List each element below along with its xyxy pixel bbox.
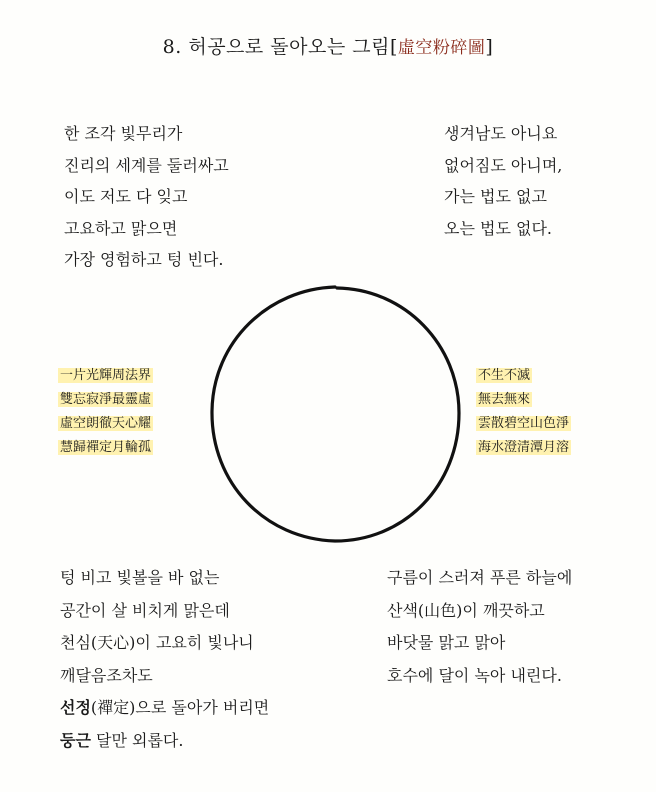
poem-line: 생겨남도 아니요 [444, 124, 558, 143]
bold-word: 선정 [60, 698, 91, 717]
bold-word: 둥근 [60, 730, 91, 750]
poem-line: 산색(山色)이 깨끗하고 [387, 600, 545, 620]
hanja-line: 海水澄清潭月溶 [478, 440, 570, 455]
poem-line: 호수에 달이 녹아 내린다. [387, 665, 562, 685]
title-hanja: 虛空粉碎圖 [397, 38, 486, 58]
poem-line: 가장 영험하고 텅 빈다. [64, 250, 224, 269]
poem-line: 고요하고 맑으면 [64, 218, 178, 238]
poem-top-left [64, 118, 229, 276]
title-close-bracket: ] [485, 36, 494, 58]
hanja-verse-right [476, 364, 571, 460]
page-title [0, 32, 656, 59]
poem-line: 없어짐도 아니며, [444, 155, 563, 175]
poem-line-bold [60, 692, 269, 725]
poem-bottom-right [387, 562, 572, 692]
poem-line: 바닷물 맑고 맑아 [387, 633, 506, 652]
hanja-line: 雲散碧空山色淨 [478, 416, 570, 431]
poem-text: (禪定)으로 돌아가 버리면 [90, 698, 270, 717]
title-korean: 8. 허공으로 돌아오는 그림 [162, 36, 390, 58]
hanja-line: 不生不滅 [478, 368, 531, 383]
poem-line: 한 조각 빛무리가 [64, 124, 183, 143]
poem-line: 공간이 살 비치게 맑은데 [60, 600, 230, 620]
poem-line: 깨달음조차도 [60, 665, 153, 685]
poem-line-bold [60, 725, 269, 758]
poem-line: 가는 법도 없고 [444, 187, 547, 206]
hanja-line: 雙忘寂淨最靈虛 [60, 392, 152, 407]
poem-bottom-left [60, 562, 269, 757]
poem-line: 천심(天心)이 고요히 빛나니 [60, 633, 254, 652]
hanja-line: 慧歸禪定月輪孤 [60, 440, 152, 455]
poem-line: 이도 저도 다 잊고 [64, 187, 188, 206]
empty-circle-icon [205, 283, 465, 545]
poem-line: 텅 비고 빛볼을 바 없는 [60, 568, 220, 587]
hanja-line: 無去無來 [478, 392, 531, 407]
hanja-verse-left [58, 364, 153, 460]
poem-line: 오는 법도 없다. [444, 218, 552, 238]
title-open-bracket: [ [389, 36, 398, 58]
poem-line: 진리의 세계를 둘러싸고 [64, 155, 229, 175]
hanja-line: 一片光輝周法界 [60, 368, 152, 383]
poem-top-right [444, 118, 562, 244]
hanja-line: 虛空朗徹天心耀 [60, 416, 152, 431]
poem-line: 구름이 스러져 푸른 하늘에 [387, 568, 573, 587]
poem-text: 달만 외롭다. [90, 730, 184, 750]
